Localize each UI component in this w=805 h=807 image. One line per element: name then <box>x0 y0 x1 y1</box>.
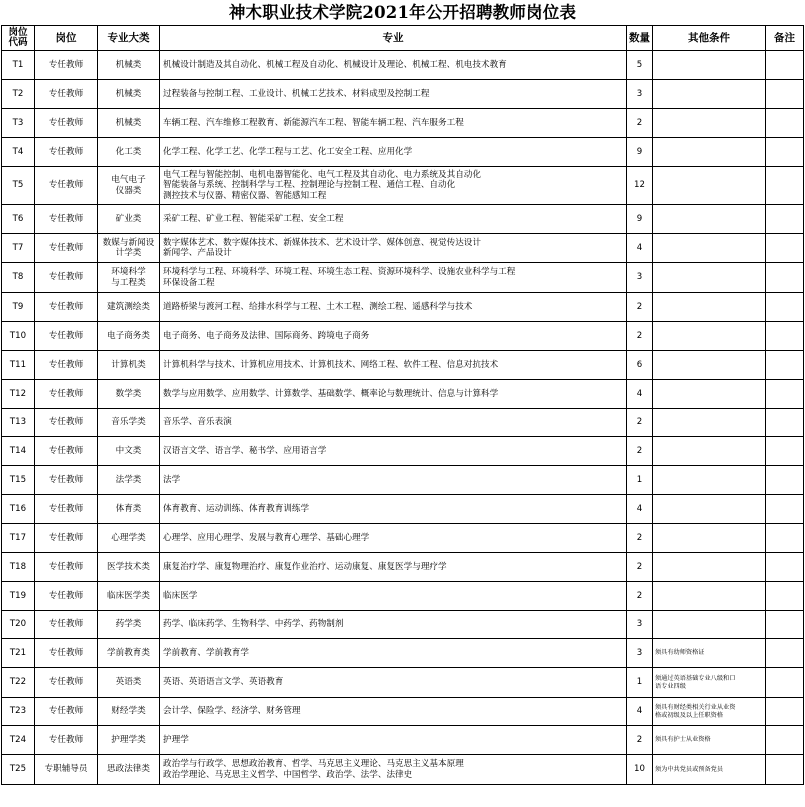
cell-major: 电气工程与智能控制、电机电器智能化、电气工程及其自动化、电力系统及其自动化 智能装备与系统、控制科学与工程、控制理论与控制工程、通信工程、自动化 测控技术与仪器、精密仪器、智能感知工程 <box>160 167 627 205</box>
cell-remarks <box>766 293 804 322</box>
table-row <box>2 698 804 726</box>
header-conditions: 其他条件 <box>653 26 766 51</box>
cell-code: T25 <box>2 755 35 785</box>
cell-count: 3 <box>627 639 653 668</box>
cell-remarks <box>766 639 804 668</box>
cell-conditions <box>653 495 766 524</box>
cell-position: 专任教师 <box>35 553 98 582</box>
cell-position: 专任教师 <box>35 582 98 611</box>
cell-category: 体育类 <box>98 495 160 524</box>
positions-table <box>1 25 804 785</box>
cell-category: 法学类 <box>98 466 160 495</box>
cell-count: 2 <box>627 109 653 138</box>
header-position: 岗位 <box>35 26 98 51</box>
cell-category: 环境科学 与工程类 <box>98 263 160 293</box>
cell-major: 数学与应用数学、应用数学、计算数学、基础数学、概率论与数理统计、信息与计算科学 <box>160 380 627 409</box>
cell-code: T14 <box>2 437 35 466</box>
cell-major: 环境科学与工程、环境科学、环境工程、环境生态工程、资源环境科学、设施农业科学与工程 环保设备工程 <box>160 263 627 293</box>
cell-major: 心理学、应用心理学、发展与教育心理学、基础心理学 <box>160 524 627 553</box>
cell-remarks <box>766 167 804 205</box>
cell-count: 4 <box>627 380 653 409</box>
cell-code: T5 <box>2 167 35 205</box>
table-row <box>2 726 804 755</box>
cell-code: T11 <box>2 351 35 380</box>
cell-count: 10 <box>627 755 653 785</box>
cell-major: 汉语言文学、语言学、秘书学、应用语言学 <box>160 437 627 466</box>
cell-remarks <box>766 726 804 755</box>
table-row <box>2 205 804 234</box>
cell-position: 专任教师 <box>35 524 98 553</box>
cell-conditions: 须具有护士从业资格 <box>653 726 766 755</box>
table-row <box>2 668 804 698</box>
cell-conditions <box>653 466 766 495</box>
cell-count: 3 <box>627 80 653 109</box>
cell-conditions <box>653 138 766 167</box>
cell-major: 康复治疗学、康复物理治疗、康复作业治疗、运动康复、康复医学与理疗学 <box>160 553 627 582</box>
cell-category: 计算机类 <box>98 351 160 380</box>
cell-category: 化工类 <box>98 138 160 167</box>
cell-conditions <box>653 524 766 553</box>
cell-count: 2 <box>627 726 653 755</box>
cell-major: 护理学 <box>160 726 627 755</box>
cell-count: 9 <box>627 138 653 167</box>
table-row <box>2 263 804 293</box>
cell-conditions <box>653 351 766 380</box>
cell-position: 专任教师 <box>35 263 98 293</box>
cell-count: 2 <box>627 322 653 351</box>
cell-remarks <box>766 466 804 495</box>
cell-conditions <box>653 80 766 109</box>
cell-code: T4 <box>2 138 35 167</box>
cell-position: 专任教师 <box>35 466 98 495</box>
table-row <box>2 51 804 80</box>
cell-remarks <box>766 205 804 234</box>
table-row <box>2 351 804 380</box>
cell-position: 专任教师 <box>35 611 98 639</box>
cell-category: 药学类 <box>98 611 160 639</box>
cell-count: 12 <box>627 167 653 205</box>
cell-code: T9 <box>2 293 35 322</box>
table-row <box>2 437 804 466</box>
cell-conditions <box>653 437 766 466</box>
cell-remarks <box>766 322 804 351</box>
cell-conditions <box>653 293 766 322</box>
header-category: 专业大类 <box>98 26 160 51</box>
cell-position: 专任教师 <box>35 234 98 263</box>
cell-position: 专任教师 <box>35 698 98 726</box>
cell-conditions <box>653 263 766 293</box>
cell-conditions <box>653 234 766 263</box>
cell-category: 机械类 <box>98 109 160 138</box>
cell-position: 专任教师 <box>35 205 98 234</box>
cell-major: 法学 <box>160 466 627 495</box>
table-row <box>2 109 804 138</box>
cell-code: T13 <box>2 409 35 437</box>
cell-remarks <box>766 234 804 263</box>
cell-count: 4 <box>627 698 653 726</box>
cell-major: 药学、临床药学、生物科学、中药学、药物制剂 <box>160 611 627 639</box>
cell-remarks <box>766 263 804 293</box>
cell-remarks <box>766 351 804 380</box>
cell-count: 9 <box>627 205 653 234</box>
cell-remarks <box>766 51 804 80</box>
cell-conditions <box>653 380 766 409</box>
header-count: 数量 <box>627 26 653 51</box>
cell-count: 1 <box>627 466 653 495</box>
cell-count: 2 <box>627 582 653 611</box>
table-row <box>2 466 804 495</box>
cell-code: T20 <box>2 611 35 639</box>
cell-category: 矿业类 <box>98 205 160 234</box>
header-code: 岗位 代码 <box>2 26 35 51</box>
cell-count: 3 <box>627 263 653 293</box>
cell-position: 专任教师 <box>35 322 98 351</box>
cell-position: 专任教师 <box>35 80 98 109</box>
header-row <box>2 26 804 51</box>
cell-code: T12 <box>2 380 35 409</box>
cell-position: 专任教师 <box>35 293 98 322</box>
cell-category: 数学类 <box>98 380 160 409</box>
cell-category: 机械类 <box>98 80 160 109</box>
table-row <box>2 553 804 582</box>
cell-count: 2 <box>627 409 653 437</box>
cell-code: T17 <box>2 524 35 553</box>
cell-category: 思政法律类 <box>98 755 160 785</box>
cell-major: 会计学、保险学、经济学、财务管理 <box>160 698 627 726</box>
cell-remarks <box>766 524 804 553</box>
cell-conditions <box>653 611 766 639</box>
cell-remarks <box>766 553 804 582</box>
table-row <box>2 755 804 785</box>
table-row <box>2 322 804 351</box>
cell-remarks <box>766 698 804 726</box>
cell-category: 电气电子 仪器类 <box>98 167 160 205</box>
cell-code: T3 <box>2 109 35 138</box>
cell-code: T19 <box>2 582 35 611</box>
cell-position: 专任教师 <box>35 109 98 138</box>
cell-remarks <box>766 80 804 109</box>
cell-position: 专任教师 <box>35 351 98 380</box>
cell-major: 政治学与行政学、思想政治教育、哲学、马克思主义理论、马克思主义基本原理 政治学理论、马克思主义哲学、中国哲学、政治学、法学、法律史 <box>160 755 627 785</box>
cell-remarks <box>766 409 804 437</box>
cell-code: T24 <box>2 726 35 755</box>
cell-major: 英语、英语语言文学、英语教育 <box>160 668 627 698</box>
cell-conditions <box>653 553 766 582</box>
table-row <box>2 611 804 639</box>
cell-code: T23 <box>2 698 35 726</box>
cell-major: 采矿工程、矿业工程、智能采矿工程、安全工程 <box>160 205 627 234</box>
cell-major: 音乐学、音乐表演 <box>160 409 627 437</box>
cell-code: T21 <box>2 639 35 668</box>
cell-conditions: 须通过英语基础专业八级和口 语专业四级 <box>653 668 766 698</box>
cell-remarks <box>766 380 804 409</box>
cell-category: 英语类 <box>98 668 160 698</box>
cell-count: 2 <box>627 524 653 553</box>
cell-position: 专任教师 <box>35 437 98 466</box>
cell-category: 心理学类 <box>98 524 160 553</box>
cell-count: 2 <box>627 553 653 582</box>
cell-major: 电子商务、电子商务及法律、国际商务、跨境电子商务 <box>160 322 627 351</box>
cell-count: 2 <box>627 437 653 466</box>
cell-conditions: 须具有幼师资格证 <box>653 639 766 668</box>
table-row <box>2 639 804 668</box>
cell-count: 4 <box>627 495 653 524</box>
cell-remarks <box>766 755 804 785</box>
table-row <box>2 80 804 109</box>
header-remarks: 备注 <box>766 26 804 51</box>
page-title: 神木职业技术学院2021年公开招聘教师岗位表 <box>228 3 577 22</box>
cell-count: 3 <box>627 611 653 639</box>
header-major: 专业 <box>160 26 627 51</box>
cell-code: T6 <box>2 205 35 234</box>
cell-count: 5 <box>627 51 653 80</box>
cell-category: 临床医学类 <box>98 582 160 611</box>
cell-category: 中文类 <box>98 437 160 466</box>
cell-remarks <box>766 138 804 167</box>
cell-remarks <box>766 109 804 138</box>
cell-major: 道路桥梁与渡河工程、给排水科学与工程、土木工程、测绘工程、遥感科学与技术 <box>160 293 627 322</box>
cell-code: T7 <box>2 234 35 263</box>
cell-conditions <box>653 322 766 351</box>
cell-major: 临床医学 <box>160 582 627 611</box>
cell-remarks <box>766 611 804 639</box>
cell-conditions <box>653 167 766 205</box>
cell-code: T18 <box>2 553 35 582</box>
cell-remarks <box>766 495 804 524</box>
cell-major: 机械设计制造及其自动化、机械工程及自动化、机械设计及理论、机械工程、机电技术教育 <box>160 51 627 80</box>
table-row <box>2 582 804 611</box>
cell-position: 专任教师 <box>35 409 98 437</box>
cell-major: 过程装备与控制工程、工业设计、机械工艺技术、材料成型及控制工程 <box>160 80 627 109</box>
cell-position: 专职辅导员 <box>35 755 98 785</box>
cell-conditions: 须具有财经类相关行业从业资 格或初级及以上任职资格 <box>653 698 766 726</box>
cell-code: T10 <box>2 322 35 351</box>
cell-position: 专任教师 <box>35 495 98 524</box>
cell-category: 数媒与新闻设 计学类 <box>98 234 160 263</box>
cell-category: 护理学类 <box>98 726 160 755</box>
cell-remarks <box>766 668 804 698</box>
cell-category: 机械类 <box>98 51 160 80</box>
cell-category: 音乐学类 <box>98 409 160 437</box>
cell-conditions <box>653 205 766 234</box>
cell-position: 专任教师 <box>35 726 98 755</box>
table-row <box>2 293 804 322</box>
cell-major: 化学工程、化学工艺、化学工程与工艺、化工安全工程、应用化学 <box>160 138 627 167</box>
cell-code: T22 <box>2 668 35 698</box>
table-row <box>2 234 804 263</box>
cell-position: 专任教师 <box>35 138 98 167</box>
cell-major: 数字媒体艺术、数字媒体技术、新媒体技术、艺术设计学、媒体创意、视觉传达设计 新闻学、产品设计 <box>160 234 627 263</box>
table-row <box>2 524 804 553</box>
cell-code: T8 <box>2 263 35 293</box>
cell-position: 专任教师 <box>35 167 98 205</box>
table-row <box>2 380 804 409</box>
cell-category: 学前教育类 <box>98 639 160 668</box>
cell-count: 4 <box>627 234 653 263</box>
cell-code: T1 <box>2 51 35 80</box>
cell-count: 6 <box>627 351 653 380</box>
cell-position: 专任教师 <box>35 668 98 698</box>
cell-major: 学前教育、学前教育学 <box>160 639 627 668</box>
cell-conditions <box>653 582 766 611</box>
cell-position: 专任教师 <box>35 380 98 409</box>
table-row <box>2 167 804 205</box>
cell-major: 车辆工程、汽车维修工程教育、新能源汽车工程、智能车辆工程、汽车服务工程 <box>160 109 627 138</box>
cell-conditions: 须为中共党员或预备党员 <box>653 755 766 785</box>
table-row <box>2 495 804 524</box>
cell-position: 专任教师 <box>35 639 98 668</box>
cell-count: 1 <box>627 668 653 698</box>
table-row <box>2 138 804 167</box>
table-row <box>2 409 804 437</box>
cell-category: 财经学类 <box>98 698 160 726</box>
cell-remarks <box>766 437 804 466</box>
cell-conditions <box>653 409 766 437</box>
cell-conditions <box>653 51 766 80</box>
cell-position: 专任教师 <box>35 51 98 80</box>
cell-conditions <box>653 109 766 138</box>
cell-remarks <box>766 582 804 611</box>
cell-category: 电子商务类 <box>98 322 160 351</box>
cell-count: 2 <box>627 293 653 322</box>
cell-category: 建筑测绘类 <box>98 293 160 322</box>
cell-code: T2 <box>2 80 35 109</box>
cell-code: T16 <box>2 495 35 524</box>
cell-code: T15 <box>2 466 35 495</box>
cell-major: 体育教育、运动训练、体育教育训练学 <box>160 495 627 524</box>
cell-category: 医学技术类 <box>98 553 160 582</box>
cell-major: 计算机科学与技术、计算机应用技术、计算机技术、网络工程、软件工程、信息对抗技术 <box>160 351 627 380</box>
